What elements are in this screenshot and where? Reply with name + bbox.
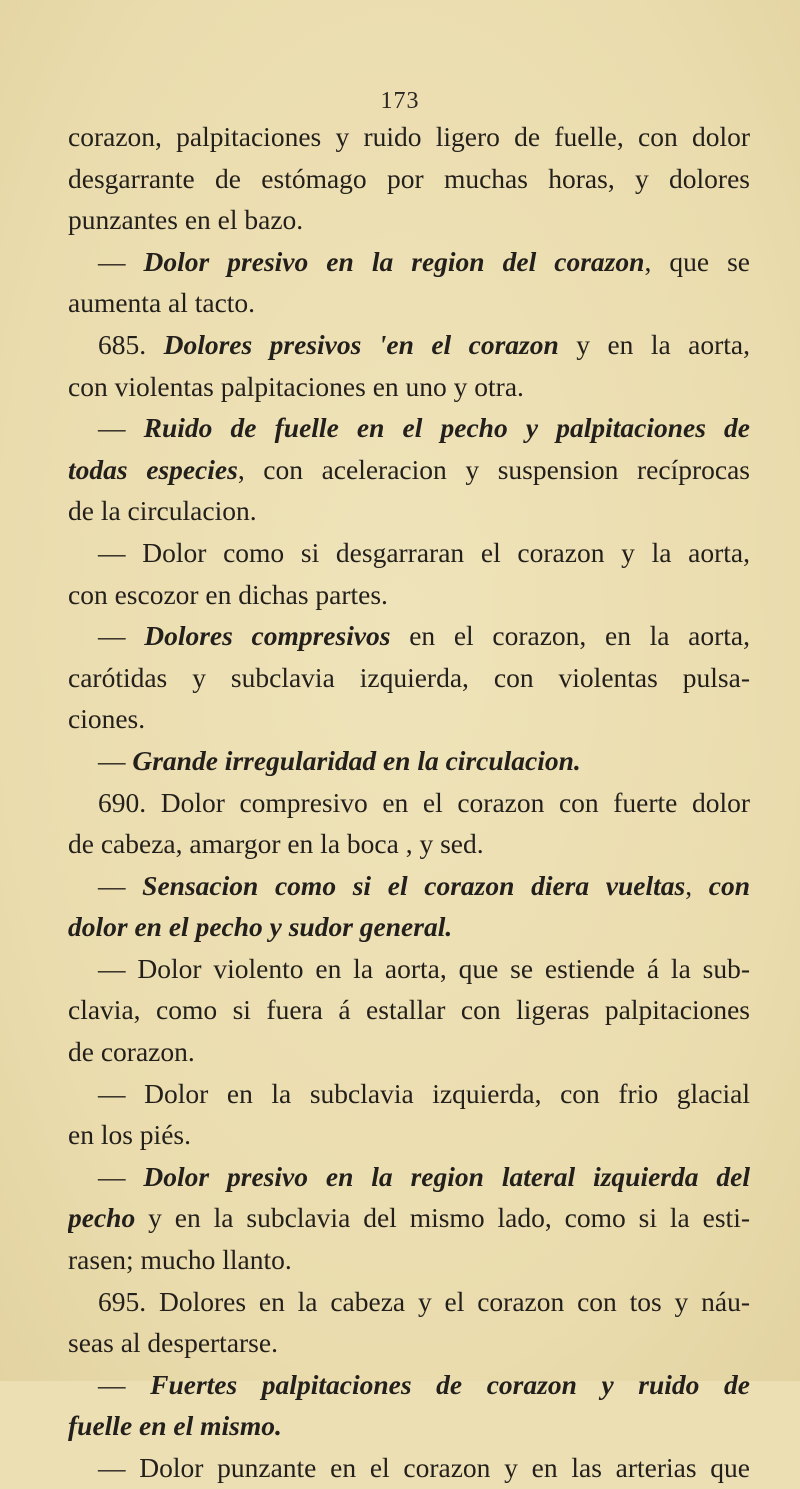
text-line: [68, 282, 750, 324]
text-line: [68, 1405, 750, 1447]
text-line: [68, 366, 750, 408]
page-number: 173: [380, 88, 420, 114]
text-segment: — Dolor en la subclavia izquierda, con frio glacial: [98, 1077, 750, 1109]
text-segment: carótidas y subclavia izquierda, con violentas pulsa-: [68, 661, 750, 693]
italic-text: todas especies: [68, 453, 238, 485]
text-segment: con violentas palpitaciones en uno y otra.: [68, 370, 524, 402]
text-line: [68, 698, 750, 740]
text-line: [68, 823, 750, 865]
text-line: [68, 782, 750, 824]
italic-text: Grande irregularidad en la circulacion.: [132, 744, 581, 776]
italic-text: Dolor presivo en la region del corazon: [143, 245, 645, 277]
italic-text: Fuertes palpitaciones de corazon y ruido de: [150, 1368, 750, 1400]
text-line: [68, 158, 750, 200]
text-segment: —: [98, 245, 144, 277]
text-segment: de la circulacion.: [68, 495, 257, 527]
text-line: [68, 989, 750, 1031]
text-segment: de corazon.: [68, 1036, 195, 1068]
text-line: [68, 574, 750, 616]
text-segment: de cabeza, amargor en la boca , y sed.: [68, 828, 484, 860]
text-line: [68, 906, 750, 948]
text-line: [68, 740, 750, 782]
text-line: [68, 865, 750, 907]
text-segment: ciones.: [68, 703, 146, 735]
italic-text: con: [708, 869, 750, 901]
text-segment: ,: [685, 869, 709, 901]
text-line: [68, 948, 750, 990]
text-segment: — Dolor violento en la aorta, que se estiende á la sub-: [98, 952, 750, 984]
text-line: [68, 1073, 750, 1115]
text-line: [68, 1197, 750, 1239]
text-line: [68, 1239, 750, 1281]
text-line: [68, 449, 750, 491]
text-segment: con escozor en dichas partes.: [68, 578, 388, 610]
text-line: [68, 657, 750, 699]
text-line: [68, 1114, 750, 1156]
text-segment: rasen; mucho llanto.: [68, 1244, 292, 1276]
text-segment: , con aceleracion y suspension recíprocas: [237, 453, 750, 485]
text-line: [68, 1281, 750, 1323]
italic-text: Dolores presivos 'en el corazon: [163, 328, 559, 360]
text-line: [68, 407, 750, 449]
text-segment: 690. Dolor compresivo en el corazon con fuerte dolor: [98, 786, 750, 818]
text-segment: —: [98, 412, 144, 444]
text-segment: —: [98, 620, 145, 652]
text-segment: corazon, palpitaciones y ruido ligero de fuelle, con dolor: [68, 121, 750, 152]
text-segment: —: [98, 869, 143, 901]
text-line: [68, 1322, 750, 1364]
text-line: [68, 615, 750, 657]
text-segment: y en la subclavia del mismo lado, como si la esti-: [135, 1202, 750, 1234]
text-line: [68, 532, 750, 574]
body-text: [68, 116, 750, 1489]
italic-text: Sensacion como si el corazon diera vueltas: [142, 869, 686, 901]
text-line: [68, 1031, 750, 1073]
italic-text: Dolor presivo en la region lateral izquierda del: [143, 1160, 750, 1192]
text-segment: —: [98, 1368, 151, 1400]
text-segment: en el corazon, en la aorta,: [390, 620, 750, 652]
italic-text: Dolores compresivos: [144, 620, 391, 652]
text-line: [68, 1364, 750, 1406]
text-segment: desgarrante de estómago por muchas horas, y dolores: [68, 162, 750, 194]
text-segment: — Dolor como si desgarraran el corazon y la aorta,: [98, 536, 750, 568]
text-segment: , que se: [644, 245, 750, 277]
text-segment: — Dolor punzante en el corazon y en las arterias que: [98, 1452, 750, 1483]
text-segment: clavia, como si fuera á estallar con ligeras palpitaciones: [68, 994, 750, 1026]
italic-text: pecho: [68, 1202, 136, 1234]
text-line: [68, 1156, 750, 1198]
text-line: [68, 1447, 750, 1489]
text-line: [68, 116, 750, 158]
text-segment: 685.: [98, 328, 164, 360]
text-segment: aumenta al tacto.: [68, 287, 256, 319]
italic-text: Ruido de fuelle en el pecho y palpitaciones de: [143, 412, 750, 444]
text-segment: seas al despertarse.: [68, 1327, 278, 1359]
italic-text: dolor en el pecho y sudor general.: [68, 911, 453, 943]
text-segment: punzantes en el bazo.: [68, 204, 304, 236]
text-line: [68, 199, 750, 241]
text-segment: en los piés.: [68, 1119, 191, 1151]
italic-text: fuelle en el mismo.: [68, 1410, 282, 1442]
text-segment: —: [98, 1160, 144, 1192]
text-segment: y en la aorta,: [558, 328, 750, 360]
text-segment: 695. Dolores en la cabeza y el corazon con tos y náu-: [98, 1285, 750, 1317]
text-line: [68, 241, 750, 283]
text-line: [68, 490, 750, 532]
text-segment: —: [98, 744, 133, 776]
text-line: [68, 324, 750, 366]
